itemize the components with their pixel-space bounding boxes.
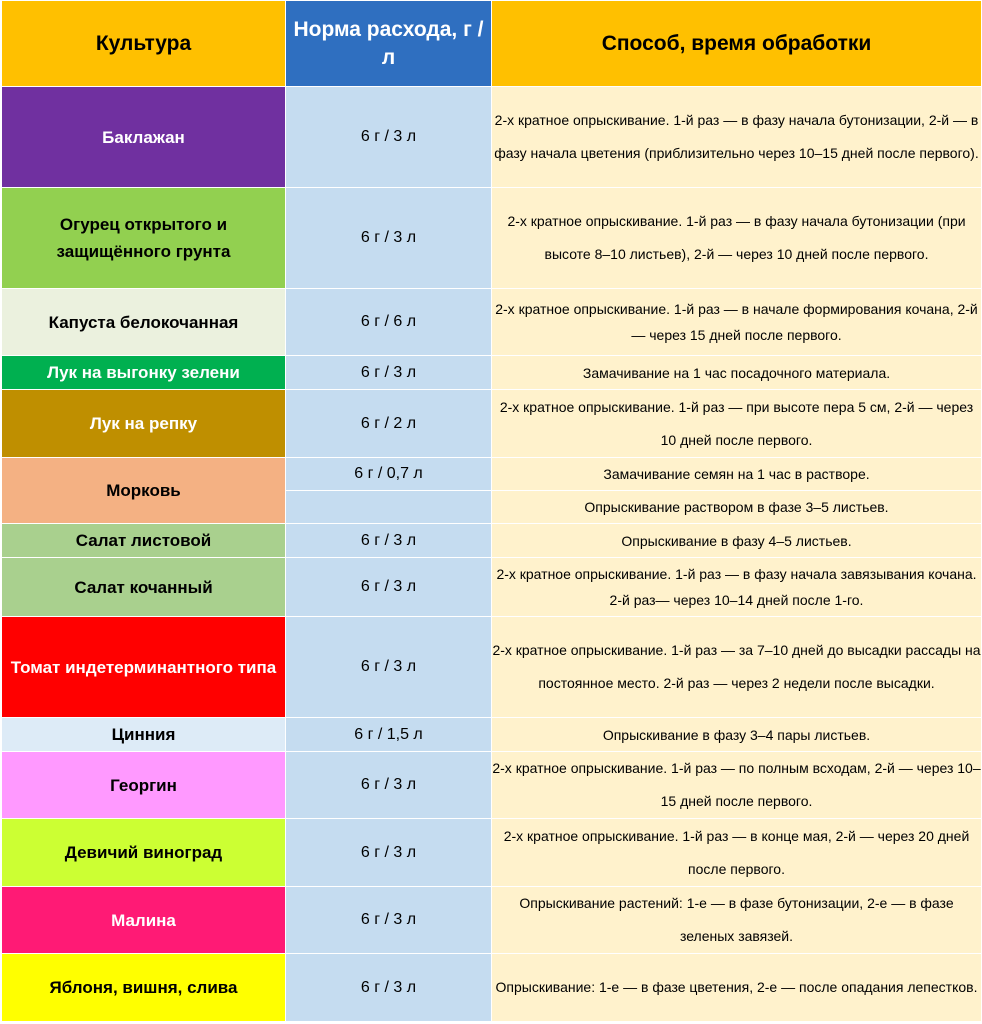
norm-cell: 6 г / 3 л (286, 954, 492, 1022)
method-cell: Опрыскивание растений: 1-е — в фазе бутонизации, 2-е — в фазе зеленых завязей. (492, 887, 982, 954)
method-cell: 2-х кратное опрыскивание. 1-й раз — за 7–10 дней до высадки рассады на постоянное место. 2-й раз — через 2 недели после высадки. (492, 617, 982, 718)
crop-cell: Огурец открытого и защищённого грунта (2, 188, 286, 289)
method-cell: Опрыскивание в фазу 4–5 листьев. (492, 524, 982, 558)
table-row (2, 390, 982, 458)
method-cell: Опрыскивание раствором в фазе 3–5 листьев. (492, 491, 982, 524)
crop-cell: Девичий виноград (2, 819, 286, 887)
crop-cell: Яблоня, вишня, слива (2, 954, 286, 1022)
norm-cell: 6 г / 3 л (286, 887, 492, 954)
header-method: Способ, время обработки (492, 1, 982, 87)
crop-cell: Лук на репку (2, 390, 286, 458)
table-row (2, 819, 982, 887)
table-row (2, 458, 982, 491)
table-row (2, 617, 982, 718)
table-row (2, 87, 982, 188)
method-cell: 2-х кратное опрыскивание. 1-й раз — по полным всходам, 2-й — через 10–15 дней после первого. (492, 752, 982, 819)
crop-cell: Морковь (2, 458, 286, 524)
crop-cell: Цинния (2, 718, 286, 752)
method-cell: 2-х кратное опрыскивание. 1-й раз — в фазу начала бутонизации (при высоте 8–10 листьев), 2-й — через 10 дней после первого. (492, 188, 982, 289)
norm-cell: 6 г / 3 л (286, 356, 492, 390)
norm-cell: 6 г / 3 л (286, 87, 492, 188)
table-row (2, 954, 982, 1022)
norm-cell: 6 г / 2 л (286, 390, 492, 458)
norm-cell: 6 г / 3 л (286, 524, 492, 558)
method-cell: Замачивание на 1 час посадочного материала. (492, 356, 982, 390)
table-row (2, 289, 982, 356)
norm-cell: 6 г / 6 л (286, 289, 492, 356)
header-crop: Культура (2, 1, 286, 87)
norm-cell-empty (286, 491, 492, 524)
table-row (2, 558, 982, 617)
table-row (2, 356, 982, 390)
crop-cell: Георгин (2, 752, 286, 819)
table-row (2, 752, 982, 819)
crop-cell: Томат индетерминантного типа (2, 617, 286, 718)
header-row (2, 1, 982, 87)
norm-cell: 6 г / 0,7 л (286, 458, 492, 491)
method-cell: Замачивание семян на 1 час в растворе. (492, 458, 982, 491)
header-norm: Норма расхода, г / л (286, 1, 492, 87)
table-row (2, 718, 982, 752)
table-row (2, 887, 982, 954)
crop-cell: Малина (2, 887, 286, 954)
table-row (2, 524, 982, 558)
norm-cell: 6 г / 3 л (286, 819, 492, 887)
norm-cell: 6 г / 3 л (286, 617, 492, 718)
norm-cell: 6 г / 3 л (286, 752, 492, 819)
crop-cell: Баклажан (2, 87, 286, 188)
method-cell: Опрыскивание: 1-е — в фазе цветения, 2-е — после опадания лепестков. (492, 954, 982, 1022)
crop-cell: Салат листовой (2, 524, 286, 558)
crop-cell: Салат кочанный (2, 558, 286, 617)
method-cell: 2-х кратное опрыскивание. 1-й раз — в конце мая, 2-й — через 20 дней после первого. (492, 819, 982, 887)
crop-cell: Капуста белокочанная (2, 289, 286, 356)
method-cell: Опрыскивание в фазу 3–4 пары листьев. (492, 718, 982, 752)
table-row (2, 188, 982, 289)
norm-cell: 6 г / 3 л (286, 188, 492, 289)
norm-cell: 6 г / 3 л (286, 558, 492, 617)
crop-cell: Лук на выгонку зелени (2, 356, 286, 390)
method-cell: 2-х кратное опрыскивание. 1-й раз — в фазу начала бутонизации, 2-й — в фазу начала цветения (приблизительно через 10–15 дней после первого). (492, 87, 982, 188)
norm-cell: 6 г / 1,5 л (286, 718, 492, 752)
treatment-table (1, 0, 982, 1022)
method-cell: 2-х кратное опрыскивание. 1-й раз — при высоте пера 5 см, 2-й — через 10 дней после первого. (492, 390, 982, 458)
method-cell: 2-х кратное опрыскивание. 1-й раз — в фазу начала завязывания кочана. 2-й раз— через 10–14 дней после 1-го. (492, 558, 982, 617)
method-cell: 2-х кратное опрыскивание. 1-й раз — в начале формирования кочана, 2-й — через 15 дней после первого. (492, 289, 982, 356)
